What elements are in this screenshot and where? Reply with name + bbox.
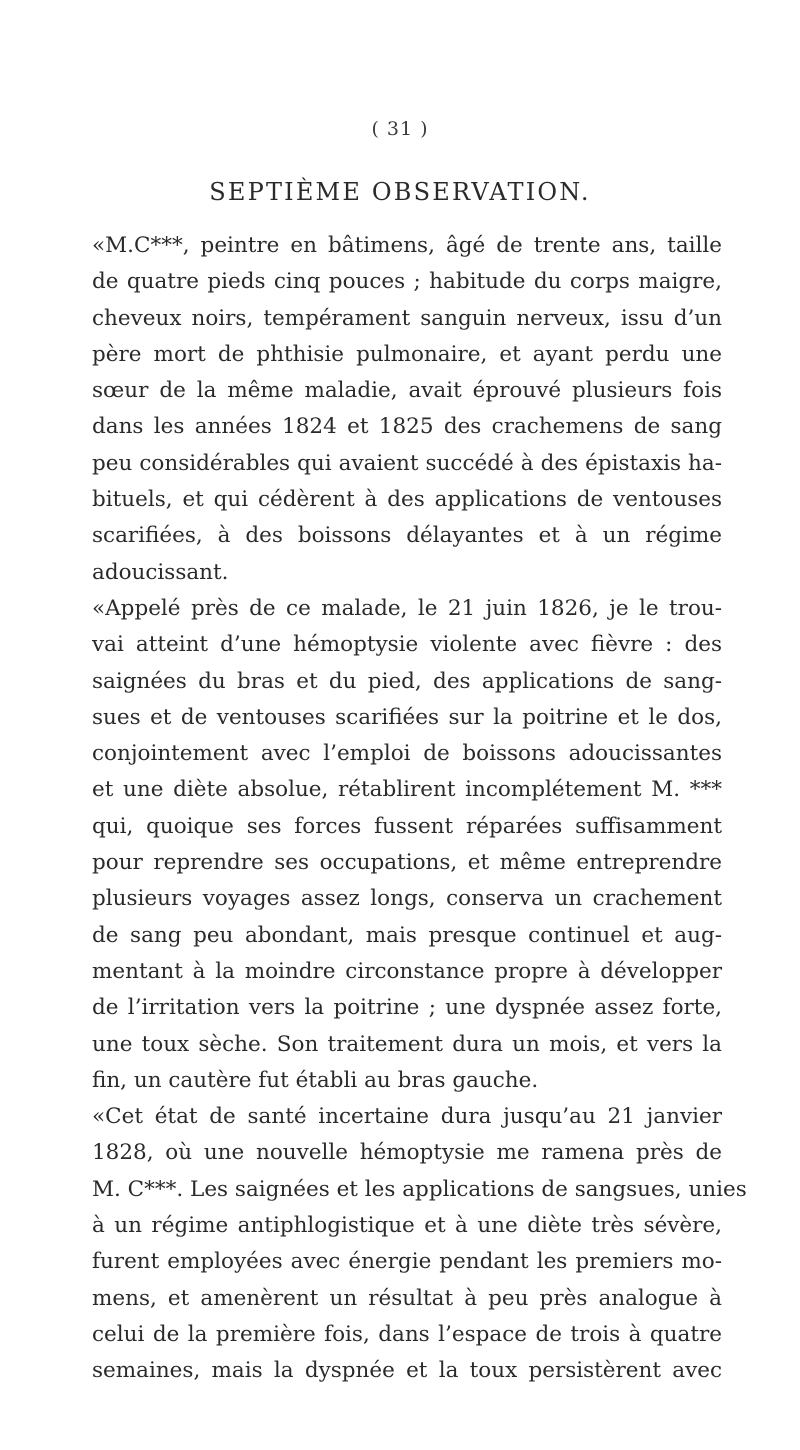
text-line: cheveux noirs, tempérament sanguin nerveux, issu d’un (92, 305, 722, 331)
text-line: qui, quoique ses forces fussent réparées suffisamment (92, 813, 722, 839)
text-line: «M.C***, peintre en bâtimens, âgé de trente ans, taille (92, 233, 722, 258)
text-line: furent employées avec énergie pendant les premiers mo- (92, 1249, 722, 1275)
text-line: «Cet état de santé incertaine dura jusqu’au 21 janvier (92, 1104, 722, 1130)
text-line: conjointement avec l’emploi de boissons adoucissantes (92, 741, 722, 767)
text-line: pour reprendre ses occupations, et même entreprendre (92, 850, 722, 876)
text-line: vai atteint d’une hémoptysie violente avec fièvre : des (92, 632, 722, 658)
text-line: sœur de la même maladie, avait éprouvé plusieurs fois (92, 378, 722, 404)
text-line: saignées du bras et du pied, des applications de sang- (92, 668, 722, 694)
text-line: de l’irritation vers la poitrine ; une dyspnée assez forte, (92, 995, 722, 1021)
text-line: père mort de phthisie pulmonaire, et ayant perdu une (92, 341, 722, 367)
text-line: une toux sèche. Son traitement dura un mois, et vers la (92, 1031, 722, 1057)
text-line: scarifiées, à des boissons délayantes et à un régime (92, 523, 722, 549)
text-line: sues et de ventouses scarifiées sur la poitrine et le dos, (92, 704, 722, 730)
text-line: 1828, où une nouvelle hémoptysie me ramena près de (92, 1140, 722, 1166)
text-line: mentant à la moindre circonstance propre à développer (92, 958, 722, 984)
text-line: bituels, et qui cédèrent à des applications de ventouses (92, 487, 722, 513)
text-line: M. C***. Les saignées et les applications de sangsues, unies (92, 1176, 747, 1202)
text-line: adoucissant. (92, 559, 229, 585)
text-line: semaines, mais la dyspnée et la toux persistèrent avec (92, 1358, 722, 1384)
page-number: ( 31 ) (371, 118, 429, 140)
text-line: peu considérables qui avaient succédé à des épistaxis ha- (92, 450, 722, 476)
text-line: celui de la première fois, dans l’espace de trois à quatre (92, 1321, 722, 1347)
text-line: mens, et amenèrent un résultat à peu près analogue à (92, 1285, 722, 1311)
text-line: de sang peu abondant, mais presque continuel et aug- (92, 922, 722, 948)
text-line: fin, un cautère fut établi au bras gauche. (92, 1067, 539, 1093)
body-text (92, 228, 747, 1390)
section-title: SEPTIÈME OBSERVATION. (209, 178, 591, 206)
text-line: de quatre pieds cinq pouces ; habitude du corps maigre, (92, 269, 722, 295)
text-line: «Appelé près de ce malade, le 21 juin 1826, je le trou- (92, 595, 722, 621)
text-line: à un régime antiphlogistique et à une diète très sévère, (92, 1213, 722, 1239)
text-line: plusieurs voyages assez longs, conserva un crachement (92, 886, 722, 912)
text-line: dans les années 1824 et 1825 des crachemens de sang (92, 414, 722, 440)
text-line: et une diète absolue, rétablirent incomplétement M. *** (92, 777, 722, 803)
